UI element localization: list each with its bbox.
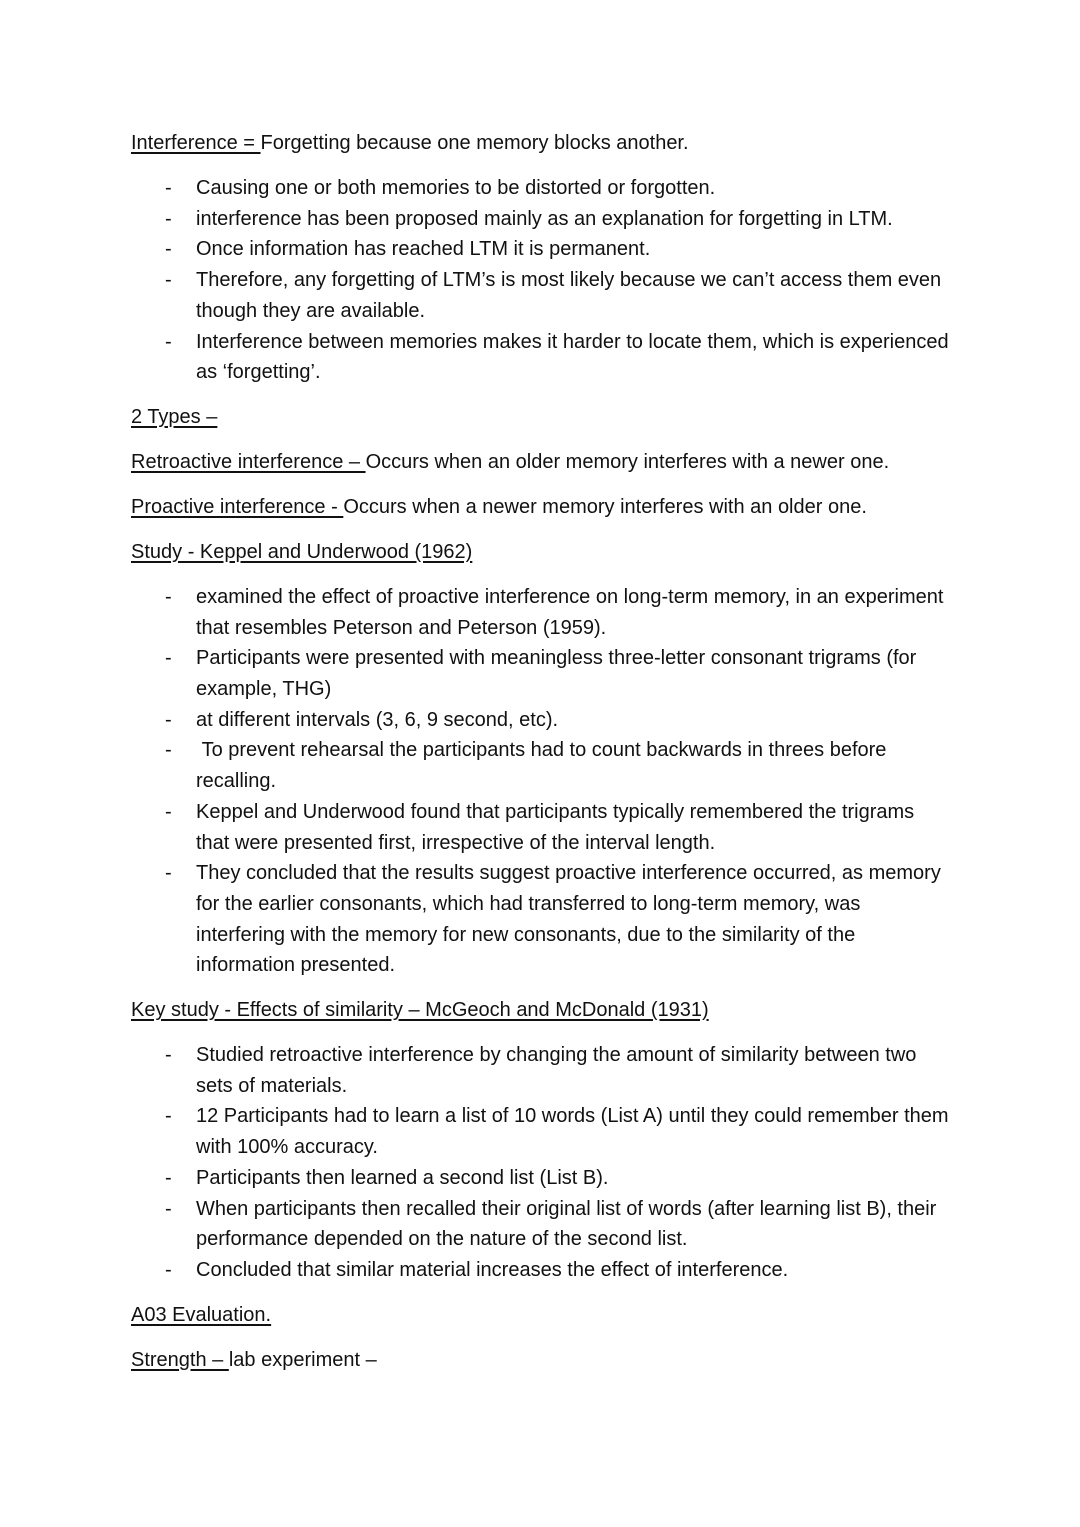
list-item: - at different intervals (3, 6, 9 second, etc). [131, 705, 951, 736]
notes-body [131, 128, 951, 1376]
retroactive-definition: Retroactive interference – Occurs when an older memory interferes with a newer one. [131, 450, 890, 473]
retroactive-term: Retroactive interference – [131, 450, 366, 473]
study-points [131, 582, 951, 981]
dash-bullet: - [165, 207, 172, 230]
dash-bullet: - [165, 739, 172, 762]
dash-bullet: - [165, 585, 172, 608]
dash-bullet: - [165, 1197, 172, 1220]
list-item: - Therefore, any forgetting of LTM’s is most likely because we can’t access them even though they are available. [131, 265, 951, 326]
list-item: - Causing one or both memories to be distorted or forgotten. [131, 173, 951, 204]
dash-bullet: - [165, 238, 172, 261]
list-item: - Participants were presented with meaningless three-letter consonant trigrams (for example, THG) [131, 643, 951, 704]
dash-bullet: - [165, 1105, 172, 1128]
proactive-term: Proactive interference - [131, 495, 344, 518]
dash-bullet: - [165, 800, 172, 823]
interference-term: Interference = [131, 132, 261, 154]
key-study-heading: Key study - Effects of similarity – McGeoch and McDonald (1931) [131, 999, 709, 1022]
list-item: - To prevent rehearsal the participants had to count backwards in threes before recalling. [131, 735, 951, 796]
evaluation-heading: A03 Evaluation. [131, 1303, 272, 1326]
interference-definition-text: Forgetting because one memory blocks another. [260, 132, 689, 154]
list-item: - interference has been proposed mainly as an explanation for forgetting in LTM. [131, 204, 951, 235]
list-item: - 12 Participants had to learn a list of 10 words (List A) until they could remember them with 100% accuracy. [131, 1101, 951, 1162]
strength-term: Strength – [131, 1348, 229, 1371]
list-item: - Interference between memories makes it harder to locate them, which is experienced as ‘forgetting’. [131, 327, 951, 388]
list-item: - They concluded that the results suggest proactive interference occurred, as memory for the earlier consonants, which had transferred to long-term memory, was interfering with the memory for new consonants, due to the similarity of the information presented. [131, 858, 951, 981]
study-heading: Study - Keppel and Underwood (1962) [131, 540, 473, 563]
list-item: - When participants then recalled their original list of words (after learning list B), their performance depended on the nature of the second list. [131, 1194, 951, 1255]
dash-bullet: - [165, 1166, 172, 1189]
list-item: - Participants then learned a second list (List B). [131, 1163, 951, 1194]
interference-definition [131, 128, 951, 159]
proactive-definition: Proactive interference - Occurs when a newer memory interferes with an older one. [131, 495, 867, 518]
dash-bullet: - [165, 862, 172, 885]
dash-bullet: - [165, 647, 172, 670]
dash-bullet: - [165, 1044, 172, 1067]
list-item: - Keppel and Underwood found that participants typically remembered the trigrams that were presented first, irrespective of the interval length. [131, 797, 951, 858]
dash-bullet: - [165, 269, 172, 292]
dash-bullet: - [165, 330, 172, 353]
dash-bullet: - [165, 708, 172, 731]
strength-line: Strength – lab experiment – [131, 1348, 377, 1371]
interference-points [131, 173, 951, 388]
types-heading: 2 Types – [131, 405, 218, 428]
list-item: - Concluded that similar material increases the effect of interference. [131, 1255, 951, 1286]
dash-bullet: - [165, 1258, 172, 1281]
list-item: - examined the effect of proactive interference on long-term memory, in an experiment that resembles Peterson and Peterson (1959). [131, 582, 951, 643]
dash-bullet: - [165, 177, 172, 199]
list-item: - Studied retroactive interference by changing the amount of similarity between two sets of materials. [131, 1040, 951, 1101]
key-study-points [131, 1040, 951, 1286]
list-item: - Once information has reached LTM it is permanent. [131, 234, 951, 265]
